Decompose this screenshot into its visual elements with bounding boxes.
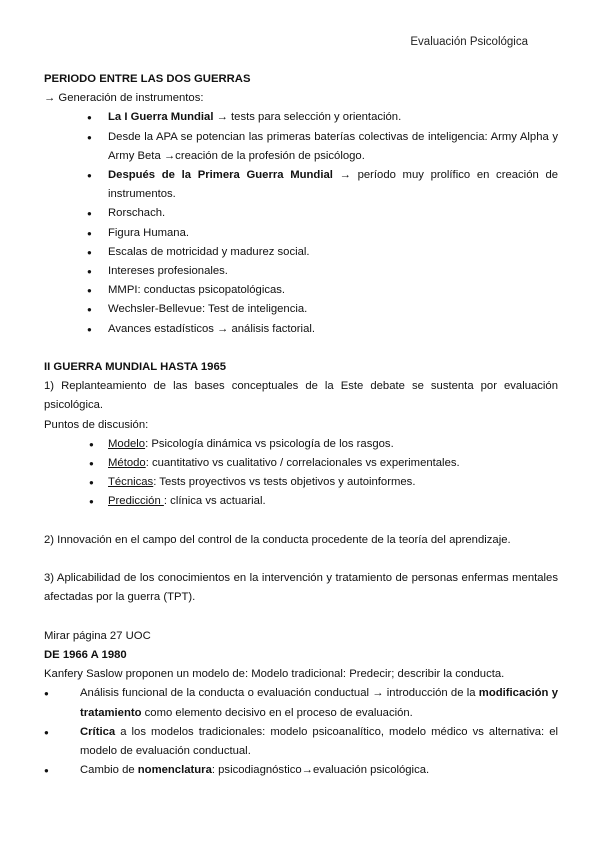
list-item	[108, 454, 558, 473]
underlined-term: Modelo	[108, 437, 146, 450]
list-item	[108, 473, 558, 492]
list-item: ● MMPI: conductas psicopatológicas.	[108, 281, 558, 300]
instrument-list	[44, 108, 558, 338]
bold-term: La I Guerra Mundial	[108, 111, 214, 124]
section-heading-1966: DE 1966 A 1980	[44, 649, 127, 662]
underlined-term: Método	[108, 457, 146, 470]
section-intro: → Generación de instrumentos:	[44, 92, 204, 105]
list-item-text: → tests para selección y orientación.	[213, 111, 402, 124]
document-body	[44, 70, 558, 780]
list-item	[108, 166, 558, 204]
underlined-term: Predicción	[108, 495, 164, 508]
bullet-paragraph	[44, 684, 558, 722]
bullet-text: como elemento decisivo en el proceso de evaluación.	[141, 706, 413, 719]
list-item: ● Avances estadísticos → análisis factorial.	[108, 320, 558, 339]
list-item-text: : Tests proyectivos vs tests objetivos y autoinformes.	[153, 476, 416, 489]
list-item-text: → período muy prolífico en creación de instrumentos.	[108, 169, 559, 201]
bold-term: nomenclatura	[137, 764, 212, 777]
underlined-term: Técnicas	[108, 476, 154, 489]
bullet-text: Análisis funcional de la conducta o evaluación conductual → introducción de la	[80, 687, 479, 700]
bullet-text: Cambio de	[80, 764, 138, 777]
list-item: ● Wechsler-Bellevue: Test de inteligencia.	[108, 300, 558, 319]
list-item	[108, 492, 558, 511]
section-heading-interwar: PERIODO ENTRE LAS DOS GUERRAS	[44, 73, 251, 85]
page-header: Evaluación Psicológica	[410, 36, 528, 48]
list-item: ● Figura Humana.	[108, 224, 558, 243]
list-item: ● Desde la APA se potencian las primeras baterías colectivas de inteligencia: Army Alpha y Army Beta →creación de la profesión de psicólogo.	[108, 128, 558, 166]
paragraph: 1) Replanteamiento de las bases conceptuales de la Este debate se sustenta por evaluación psicológica.	[44, 380, 558, 412]
paragraph: Kanfery Saslow proponen un modelo de: Modelo tradicional: Predecir; describir la conducta.	[44, 668, 505, 681]
paragraph: 3) Aplicabilidad de los conocimientos en la intervención y tratamiento de personas enfermas mentales afectadas por la guerra (TPT).	[44, 572, 558, 604]
bullet-text: : psicodiagnóstico→evaluación psicológica.	[211, 764, 430, 777]
list-item: ● Intereses profesionales.	[108, 262, 558, 281]
bold-term: Crítica	[80, 725, 116, 738]
section-heading-wwii: II GUERRA MUNDIAL HASTA 1965	[44, 361, 227, 374]
list-item: ● Rorschach.	[108, 204, 558, 223]
paragraph: 2) Innovación en el campo del control de la conducta procedente de la teoría del aprendizaje.	[44, 533, 511, 546]
bold-term: modificación y tratamiento	[80, 687, 558, 719]
bullet-paragraph	[44, 761, 558, 780]
list-item	[108, 435, 558, 454]
list-item: ● Escalas de motricidad y madurez social.	[108, 243, 558, 262]
paragraph: Puntos de discusión:	[44, 418, 149, 431]
bullet-text: a los modelos tradicionales: modelo psicoanalítico, modelo médico vs alternativa: el modelo de evaluación conductual.	[80, 725, 558, 758]
discussion-list	[44, 435, 558, 512]
list-item	[108, 108, 558, 127]
list-item-text: : Psicología dinámica vs psicología de los rasgos.	[145, 437, 394, 450]
list-item-text: : clínica vs actuarial.	[163, 495, 266, 508]
bullet-paragraph	[44, 723, 558, 761]
bold-term: Después de la Primera Guerra Mundial	[108, 169, 333, 182]
list-item-text: : cuantitativo vs cualitativo / correlacionales vs experimentales.	[145, 457, 460, 470]
page-reference: Mirar página 27 UOC	[44, 629, 151, 642]
